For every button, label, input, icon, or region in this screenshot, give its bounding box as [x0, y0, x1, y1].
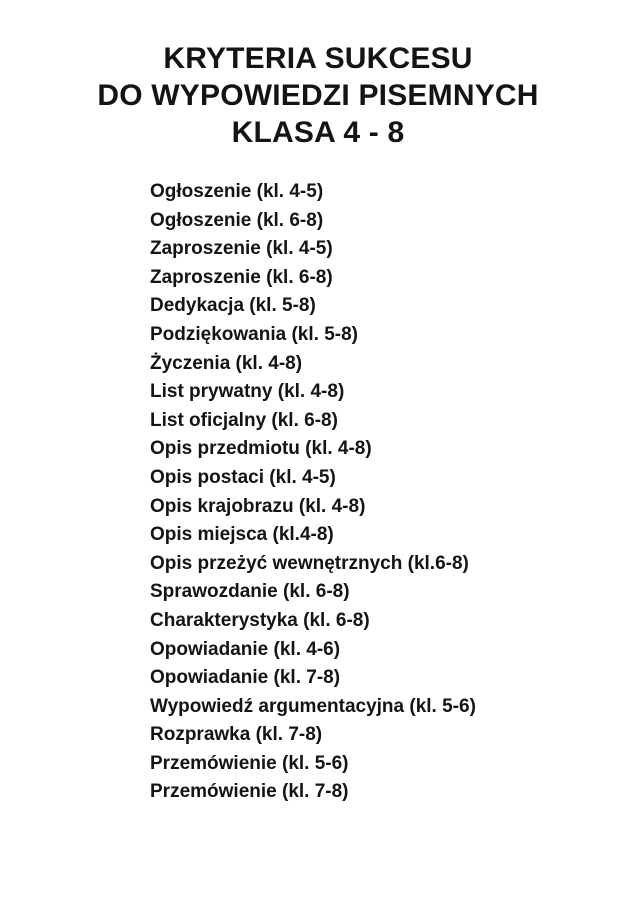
list-item: Zaproszenie (kl. 4-5) [150, 238, 333, 260]
list-item: Opowiadanie (kl. 7-8) [150, 667, 341, 689]
document-title [0, 0, 636, 151]
list-item: Dedykacja (kl. 5-8) [150, 295, 316, 317]
list-item: Podziękowania (kl. 5-8) [150, 323, 358, 345]
list-item: Sprawozdanie (kl. 6-8) [150, 581, 350, 603]
list-item: List prywatny (kl. 4-8) [150, 381, 345, 403]
list-item: Opis miejsca (kl.4-8) [150, 524, 334, 546]
list-item: Opis krajobrazu (kl. 4-8) [150, 495, 366, 517]
list-item: Zaproszenie (kl. 6-8) [150, 266, 333, 288]
list-item: Wypowiedź argumentacyjna (kl. 5-6) [150, 695, 476, 717]
list-item: Ogłoszenie (kl. 6-8) [150, 209, 324, 231]
list-item: List oficjalny (kl. 6-8) [150, 409, 338, 431]
title-line-3: KLASA 4 - 8 [231, 116, 405, 149]
list-item: Ogłoszenie (kl. 4-5) [150, 181, 324, 202]
list-item: Życzenia (kl. 4-8) [150, 352, 303, 374]
list-item: Rozprawka (kl. 7-8) [150, 724, 323, 746]
list-item: Opis przedmiotu (kl. 4-8) [150, 438, 372, 460]
title-line-1: KRYTERIA SUKCESU [163, 42, 473, 75]
list-item: Opowiadanie (kl. 4-6) [150, 638, 341, 660]
title-line-2: DO WYPOWIEDZI PISEMNYCH [97, 79, 539, 112]
writing-forms-list [0, 178, 636, 807]
list-item: Charakterystyka (kl. 6-8) [150, 609, 370, 631]
list-item: Przemówienie (kl. 5-6) [150, 752, 349, 774]
list-item: Opis postaci (kl. 4-5) [150, 466, 336, 488]
list-item: Opis przeżyć wewnętrznych (kl.6-8) [150, 552, 469, 574]
list-item: Przemówienie (kl. 7-8) [150, 781, 349, 803]
